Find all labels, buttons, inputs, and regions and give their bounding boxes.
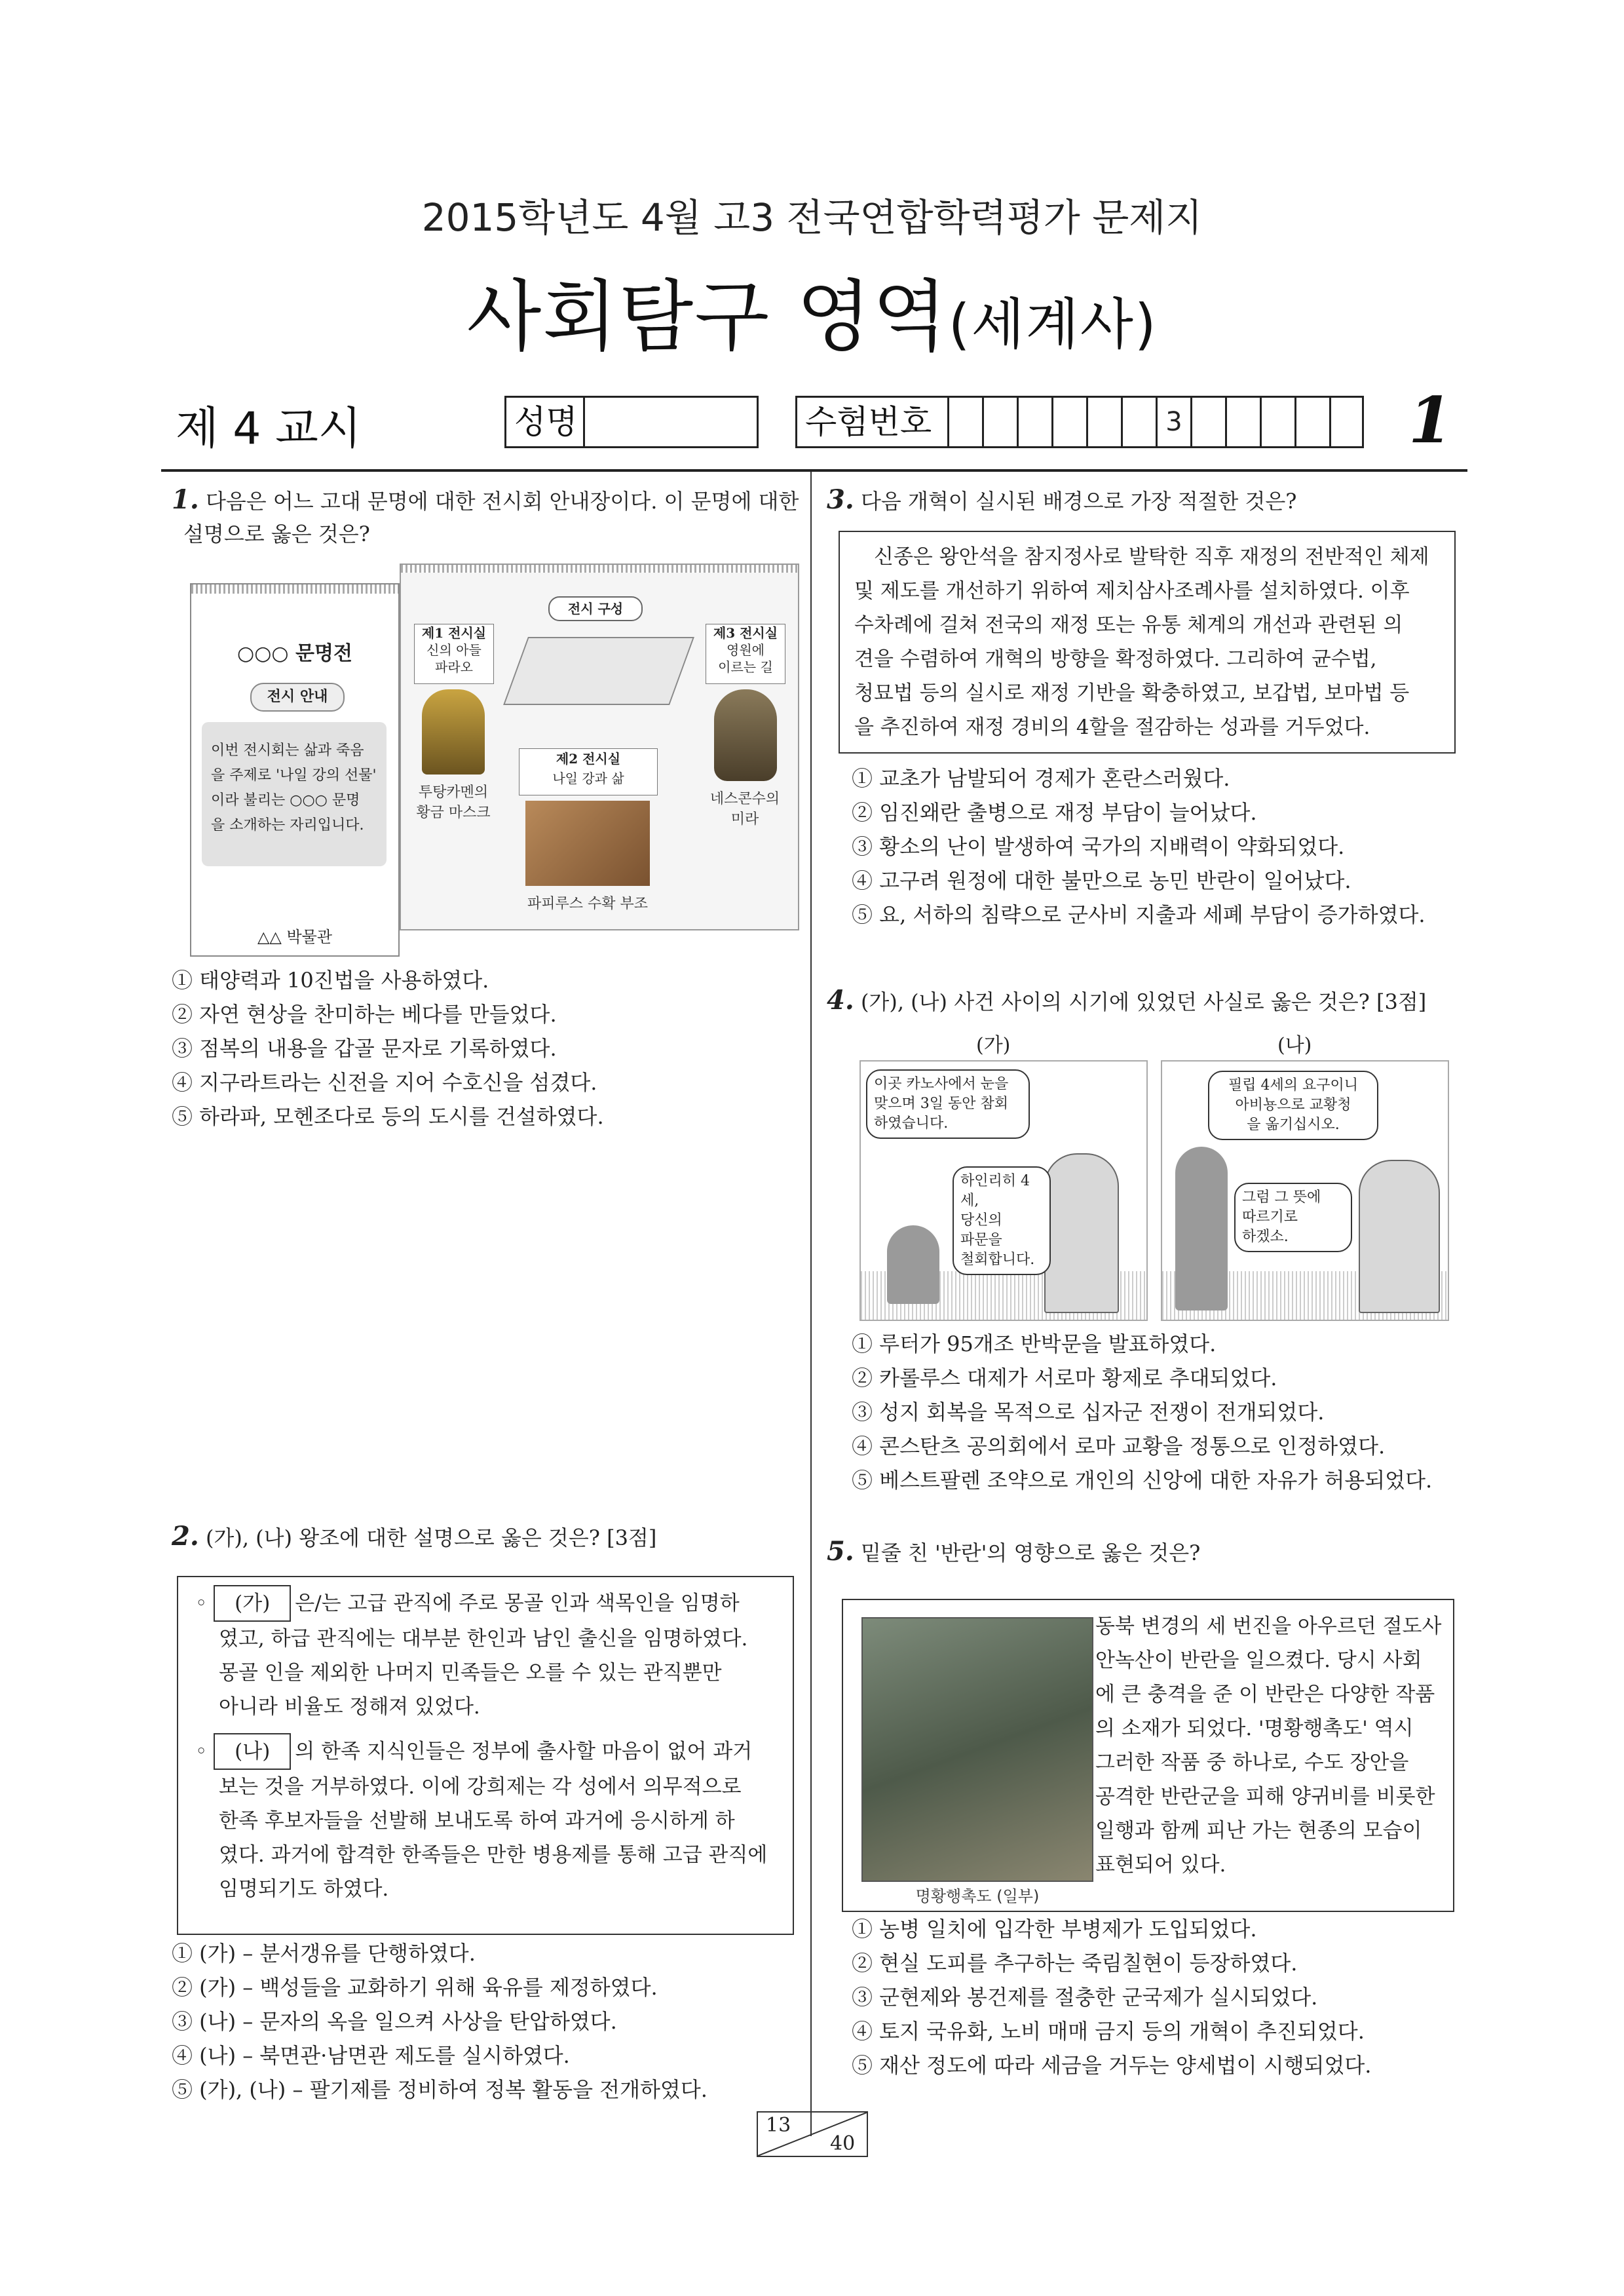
question-number: 1. [172,484,199,515]
bubble-line: 따르기로 [1242,1209,1298,1225]
guide-text [202,722,387,866]
exam-number-box [795,396,1364,448]
passage-line: 였고, 하급 관직에는 대부분 한인과 남인 출신을 임명하였다. [219,1627,748,1651]
room2-caption: 파피루스 수확 부조 [527,896,648,912]
option-item[interactable]: ④ (나) – 북면관·남면관 제도를 실시하였다. [172,2043,570,2068]
option-item[interactable]: ⑤ 베스트팔렌 조약으로 개인의 신앙에 대한 자유가 허용되었다. [852,1468,1433,1493]
passage-line: 을 추진하여 재정 경비의 4할을 절감하는 성과를 거두었다. [854,716,1370,739]
option-item[interactable]: ② 카롤루스 대제가 서로마 황제로 추대되었다. [852,1366,1277,1390]
option-item[interactable]: ① 교초가 남발되어 경제가 혼란스러웠다. [852,766,1230,791]
question-number: 3. [827,484,854,515]
option-item[interactable]: ③ 점복의 내용을 갑골 문자로 기록하였다. [172,1036,557,1061]
speech-bubble [1208,1071,1378,1140]
golden-mask-image [422,689,485,775]
speech-bubble [953,1166,1051,1275]
question-4-options [852,1327,1461,1497]
page-total: 40 [830,2132,856,2155]
exam-number-cell[interactable] [1296,398,1331,446]
option-item[interactable]: ② 임진왜란 출병으로 재정 부담이 늘어났다. [852,800,1257,825]
exam-number-cell[interactable] [1123,398,1158,446]
bubble-line: 철회합니다. [960,1252,1035,1268]
exam-number-cell[interactable] [1192,398,1227,446]
question-5-passage-box [842,1599,1454,1912]
option-item[interactable]: ③ 황소의 난이 발생하여 국가의 지배력이 약화되었다. [852,834,1345,859]
room3-label [706,624,785,684]
page-counter [757,2111,868,2157]
exam-number-cell[interactable] [984,398,1019,446]
title-main: 사회탐구 영역 [466,271,949,362]
option-item[interactable]: ⑤ 요, 서하의 침략으로 군사비 지출과 세폐 부담이 증가하였다. [852,902,1426,927]
passage-line: 청묘법 등의 실시로 재정 기반을 확충하였고, 보갑법, 보마법 등 [854,681,1410,705]
option-item[interactable]: ⑤ (가), (나) – 팔기제를 정비하여 정복 활동을 전개하였다. [172,2077,708,2102]
option-item[interactable]: ④ 고구려 원정에 대한 불만으로 농민 반란이 일어났다. [852,868,1351,893]
question-2-options [172,1936,801,2107]
question-text: (가), (나) 사건 사이의 시기에 있었던 사실로 옳은 것은? [3점] [860,989,1427,1014]
exam-number-cell[interactable] [1227,398,1262,446]
passage-line: 한족 후보자들을 선발해 보내도록 하여 과거에 응시하게 하 [219,1809,735,1833]
exam-number-label: 수험번호 [797,398,949,446]
bubble-line: 필립 4세의 요구이니 [1228,1077,1358,1094]
mummy-image [714,689,777,781]
passage-line: 보는 것을 거부하였다. 이에 강희제는 각 성에서 의무적으로 [219,1775,742,1799]
room-theme: 파라오 [435,659,473,675]
passage-item-a [195,1585,776,1724]
guide-line: 이라 불리는 ○○○ 문명 [211,792,360,809]
room1-caption [407,781,499,822]
name-field[interactable] [585,398,757,446]
exhibition-figure [190,564,799,963]
guide-line: 을 소개하는 자리입니다. [211,817,364,833]
room2-label [519,748,658,795]
bubble-line: 그럼 그 뜻에 [1242,1189,1321,1206]
room-title: 제1 전시실 [421,625,487,641]
pattern-band [401,565,798,573]
exam-title [0,254,1624,366]
exam-number-cell[interactable] [1262,398,1296,446]
bubble-line: 하였습니다. [874,1115,949,1132]
option-item[interactable]: ④ 지구라트라는 신전을 지어 수호신을 섬겼다. [172,1070,597,1095]
guide-badge: 전시 안내 [250,683,345,712]
name-label: 성명 [506,398,585,446]
question-2 [172,1520,801,1554]
option-item[interactable]: ④ 콘스탄츠 공의회에서 로마 교황을 정통으로 인정하였다. [852,1434,1386,1459]
option-item[interactable]: ③ (나) – 문자의 옥을 일으켜 사상을 탄압하였다. [172,2009,617,2034]
room3-caption [699,788,791,828]
bubble-line: 맞으며 3일 동안 참회 [874,1096,1008,1112]
title-subject: (세계사) [948,292,1158,356]
bullet-icon: ◦ [195,1740,208,1763]
option-item[interactable]: ④ 토지 국유화, 노비 매매 금지 등의 개혁이 추진되었다. [852,2019,1365,2044]
question-5 [827,1535,1456,1569]
question-text: 다음 개혁이 실시된 배경으로 가장 적절한 것은? [860,489,1297,514]
caption-line: 황금 마스크 [416,805,491,821]
passage-line: 그러한 작품 중 하나로, 수도 장안을 [1095,1751,1409,1774]
bullet-icon: ◦ [195,1592,208,1615]
question-1-options [172,963,801,1134]
brochure-title: ○○○ 문명전 [237,642,352,665]
speech-bubble [1234,1183,1352,1252]
pope-figure [1359,1160,1440,1313]
option-item[interactable]: ① 루터가 95개조 반박문을 발표하였다. [852,1331,1217,1356]
question-3 [827,484,1456,518]
option-item[interactable]: ⑤ 재산 정도에 따라 세금을 거두는 양세법이 시행되었다. [852,2053,1372,2078]
exam-subtitle: 2015학년도 4월 고3 전국연합학력평가 문제지 [421,195,1203,240]
pattern-band [191,584,398,594]
exam-number-cell[interactable] [1019,398,1053,446]
cartoon-scene-b [1161,1060,1449,1321]
passage-line: 동북 변경의 세 번진을 아우르던 절도사 [1095,1615,1442,1638]
bubble-line: 이곳 카노사에서 눈을 [874,1076,1009,1092]
question-text: 밑줄 친 '반란'의 영향으로 옳은 것은? [860,1540,1201,1565]
passage-line: 표현되어 있다. [1095,1853,1226,1877]
option-item[interactable]: ② 현실 도피를 추구하는 죽림칠현이 등장하였다. [852,1951,1298,1976]
guide-line: 을 주제로 '나일 강의 선물' [211,767,377,784]
room-theme: 나일 강과 삶 [552,771,624,786]
kneeling-emperor-figure [887,1225,939,1304]
exam-number-cell-fixed: 3 [1158,398,1192,446]
room-title: 제3 전시실 [713,625,778,641]
period-label: 제 4 교시 [176,403,362,455]
name-box [504,396,759,448]
brochure-cover [190,583,400,957]
page-number: 13 [766,2114,791,2137]
mingwang-painting-image [861,1617,1093,1882]
question-3-options [852,761,1461,932]
passage-line: 공격한 반란군을 피해 양귀비를 비롯한 [1095,1785,1435,1808]
passage-line: 일행과 함께 피난 가는 현종의 모습이 [1095,1819,1422,1843]
option-item[interactable]: ③ 성지 회복을 목적으로 십자군 전쟁이 전개되었다. [852,1400,1325,1425]
question-3-passage-box [839,531,1456,754]
room-theme: 이르는 길 [718,659,773,675]
blank-label-a: (가) [214,1585,291,1622]
question-1 [172,484,801,550]
bubble-line: 을 옮기십시오. [1247,1117,1340,1133]
caption-line: 미라 [730,811,759,828]
passage-line: 의 한족 지식인들은 정부에 출사할 마음이 없어 과거 [295,1740,753,1763]
museum-name: △△ 박물관 [257,928,333,946]
painting-caption: 명황행촉도 (일부) [915,1887,1040,1905]
passage-line: 아니라 비율도 정해져 있었다. [219,1695,480,1719]
passage-line: 신종은 왕안석을 참지정사로 발탁한 직후 재정의 전반적인 체제 [874,545,1429,569]
question-4 [827,984,1456,1018]
bubble-line: 하인리히 4세, [960,1173,1030,1209]
passage-line: 안녹산이 반란을 일으켰다. 당시 사회 [1095,1649,1422,1672]
room-title: 제2 전시실 [556,751,621,767]
passage-line: 견을 수렴하여 개혁의 방향을 확정하였다. 그리하여 균수법, [854,647,1377,671]
exam-number-cell[interactable] [949,398,984,446]
bubble-line: 당신의 [960,1212,1002,1229]
cartoon-scene-a [859,1060,1148,1321]
passage-line: 의 소재가 되었다. '명황행촉도' 역시 [1095,1717,1414,1740]
question-number: 2. [172,1521,199,1552]
question-number: 4. [827,985,854,1016]
pope-figure [1044,1153,1119,1313]
papyrus-relief-image [525,801,650,886]
passage-line: 및 제도를 개선하기 위하여 제치삼사조례사를 설치하였다. 이후 [854,579,1410,603]
room-theme: 신의 아들 [426,642,482,658]
option-item[interactable]: ② 자연 현상을 찬미하는 베다를 만들었다. [172,1002,557,1027]
question-text: (가), (나) 왕조에 대한 설명으로 옳은 것은? [3점] [205,1525,657,1550]
exam-number-cell[interactable] [1053,398,1088,446]
brochure-inside [400,564,799,930]
option-item[interactable]: ③ 군현제와 봉건제를 절충한 군국제가 실시되었다. [852,1985,1318,2010]
room1-label [414,624,494,684]
blank-label-b: (나) [214,1733,291,1770]
exam-number-cell[interactable] [1331,398,1364,446]
passage-line: 에 큰 충격을 준 이 반란은 다양한 작품 [1095,1683,1435,1706]
floor-plan [503,637,694,705]
question-2-passage-box [177,1576,794,1935]
bubble-line: 파문을 [960,1232,1002,1248]
caption-line: 네스콘수의 [709,791,780,807]
caption-line: 투탕카멘의 [418,784,489,801]
room-theme: 영원에 [727,642,765,658]
guide-line: 이번 전시회는 삶과 죽음 [211,742,364,759]
passage-line: 임명되기도 하였다. [219,1877,389,1901]
option-item[interactable]: ① 태양력과 10진법을 사용하였다. [172,968,489,993]
column-divider [810,472,812,2136]
option-item[interactable]: ① 농병 일치에 입각한 부병제가 도입되었다. [852,1917,1257,1942]
option-item[interactable]: ① (가) – 분서갱유를 단행하였다. [172,1941,476,1966]
passage-line: 였다. 과거에 합격한 한족들은 만한 병용제를 통해 고급 관직에 [219,1843,768,1867]
header-rule [161,469,1467,472]
bubble-line: 하겠소. [1242,1229,1289,1245]
question-text: 설명으로 옳은 것은? [183,522,370,546]
passage-text [1095,1609,1443,1882]
passage-line: 몽골 인을 제외한 나머지 민족들은 오를 수 있는 관직뿐만 [219,1661,722,1685]
scene-a-label: (가) [976,1034,1011,1057]
scene-b-label: (나) [1277,1034,1312,1057]
page-mark: 1 [1408,383,1452,457]
passage-line: 은/는 고급 관직에 주로 몽골 인과 색목인을 임명하 [295,1592,740,1615]
question-number: 5. [827,1536,854,1567]
passage-line: 수차례에 걸쳐 전국의 재정 또는 유통 체계의 개선과 관련된 의 [854,613,1403,637]
layout-badge: 전시 구성 [548,596,643,621]
bubble-line: 아비뇽으로 교황청 [1235,1097,1351,1113]
envoy-figure [1175,1147,1228,1311]
option-item[interactable]: ② (가) – 백성들을 교화하기 위해 육유를 제정하였다. [172,1975,658,2000]
question-5-options [852,1912,1461,2082]
speech-bubble [866,1069,1030,1139]
exam-number-cell[interactable] [1088,398,1123,446]
question-text: 다음은 어느 고대 문명에 대한 전시회 안내장이다. 이 문명에 대한 [205,489,799,514]
passage-item-b [195,1733,776,1906]
option-item[interactable]: ⑤ 하라파, 모헨조다로 등의 도시를 건설하였다. [172,1104,604,1129]
